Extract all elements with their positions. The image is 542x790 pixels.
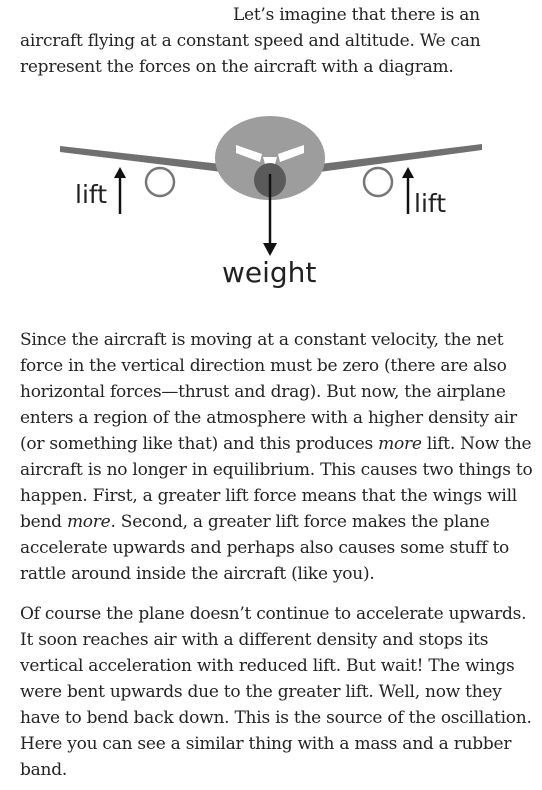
body-line: enters a region of the atmosphere with a higher density air (20, 408, 517, 428)
body-paragraph-1 (20, 327, 535, 587)
body-line: accelerate upwards and perhaps also causes some stuff to (20, 538, 510, 558)
body-line (20, 431, 535, 457)
body-line: happen. First, a greater lift force means that the wings will (20, 486, 517, 506)
body-text: bend (20, 512, 67, 532)
intro-line: represent the forces on the aircraft with a diagram. (20, 57, 454, 77)
body-line: force in the vertical direction must be zero (there are also (20, 356, 507, 376)
body-line: Since the aircraft is moving at a constant velocity, the net (20, 330, 504, 350)
intro-line: Let’s imagine that there is an (233, 5, 480, 25)
aircraft-force-diagram (0, 110, 542, 310)
body-paragraph-2 (20, 601, 535, 783)
right-engine (364, 168, 392, 196)
body-text: (or something like that) and this produces (20, 434, 379, 454)
right-lift-arrow-head (402, 167, 414, 178)
body-line: band. (20, 760, 68, 780)
cockpit-window-center (263, 157, 277, 164)
left-lift-label: lift (75, 180, 108, 209)
weight-arrow-head (263, 243, 277, 256)
body-line: vertical acceleration with reduced lift. But wait! The wings (20, 656, 515, 676)
body-line: It soon reaches air with a different density and stops its (20, 630, 489, 650)
body-line: horizontal forces—thrust and drag). But now, the airplane (20, 382, 506, 402)
body-line: rattle around inside the aircraft (like you). (20, 564, 375, 584)
weight-label: weight (222, 256, 317, 289)
left-engine (146, 168, 174, 196)
body-line: were bent upwards due to the greater lift. Well, now they (20, 682, 502, 702)
intro-line: aircraft flying at a constant speed and altitude. We can (20, 31, 481, 51)
body-line: aircraft is no longer in equilibrium. This causes two things to (20, 460, 533, 480)
right-lift-label: lift (414, 189, 447, 218)
left-wing (60, 146, 230, 173)
right-wing (312, 144, 482, 173)
body-text: lift. Now the (421, 434, 532, 454)
intro-paragraph (20, 2, 535, 80)
body-line: Here you can see a similar thing with a mass and a rubber (20, 734, 512, 754)
emphasis-more: more (378, 434, 422, 454)
body-line: Of course the plane doesn’t continue to accelerate upwards. (20, 604, 527, 624)
emphasis-more: more (66, 512, 111, 532)
body-line (20, 509, 535, 535)
body-line: have to bend back down. This is the source of the oscillation. (20, 708, 532, 728)
body-text: . Second, a greater lift force makes the plane (110, 512, 490, 532)
left-lift-arrow-head (114, 167, 126, 178)
aircraft-front-view-illustration (0, 110, 542, 310)
